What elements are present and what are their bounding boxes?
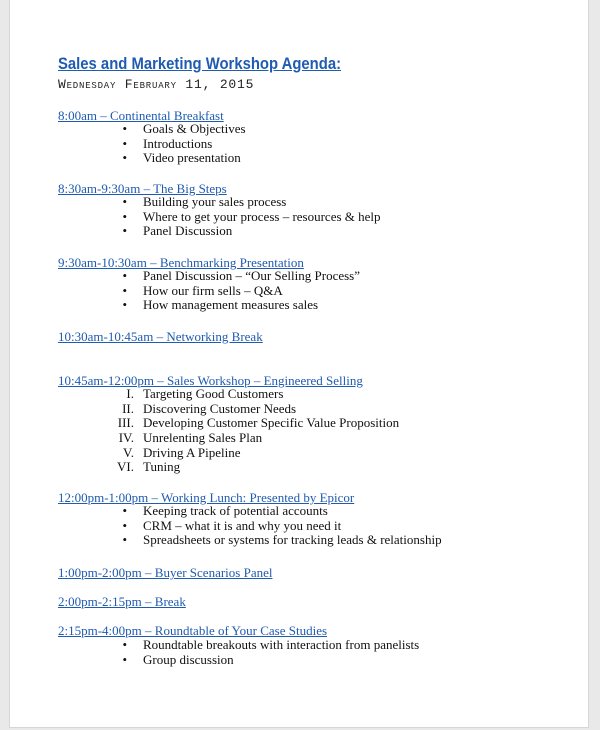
list-item-text: Video presentation [143, 150, 241, 166]
list-item-text: CRM – what it is and why you need it [143, 517, 342, 533]
bullet-marker: • [122, 194, 127, 209]
list-item-text: Where to get your process – resources & help [143, 208, 381, 224]
section-heading: 8:00am – Continental Breakfast [58, 108, 224, 123]
bullet-marker: • [122, 503, 127, 518]
bullet-marker: • [122, 532, 127, 548]
roman-numeral: II. [122, 400, 134, 416]
agenda-title: Sales and Marketing Workshop Agenda: [58, 55, 342, 73]
section-heading: 10:45am-12:00pm – Sales Workshop – Engineered Selling [58, 373, 363, 388]
bullet-marker: • [122, 121, 127, 136]
list-item-text: Targeting Good Customers [143, 386, 284, 401]
section-heading: 9:30am-10:30am – Benchmarking Presentation [58, 255, 304, 270]
section-heading: 8:30am-9:30am – The Big Steps [58, 181, 227, 196]
bullet-marker: • [122, 150, 127, 166]
section-heading: 10:30am-10:45am – Networking Break [58, 329, 263, 344]
list-item-text: Goals & Objectives [143, 121, 246, 136]
bullet-marker: • [122, 223, 127, 239]
bullet-marker: • [122, 282, 127, 298]
bullet-marker: • [122, 651, 127, 667]
list-item-text: Panel Discussion [143, 223, 233, 239]
agenda-date: Wednesday February 11, 2015 [58, 77, 255, 92]
list-item-text: Spreadsheets or systems for tracking leads & relationship [143, 532, 442, 548]
roman-numeral: V. [123, 444, 134, 460]
list-item-text: Tuning [143, 459, 181, 475]
list-item-text: Developing Customer Specific Value Proposition [143, 415, 400, 431]
list-item-text: How our firm sells – Q&A [143, 282, 283, 298]
bullet-marker: • [122, 208, 127, 224]
list-item-text: How management measures sales [143, 297, 319, 313]
bullet-marker: • [122, 637, 127, 652]
bullet-marker: • [122, 135, 127, 151]
roman-numeral: III. [117, 415, 134, 431]
list-item-text: Introductions [143, 135, 213, 151]
bullet-marker: • [122, 268, 127, 283]
roman-numeral: IV. [118, 430, 134, 446]
section-heading: 2:15pm-4:00pm – Roundtable of Your Case Studies [58, 623, 328, 638]
section-heading: 1:00pm-2:00pm – Buyer Scenarios Panel [58, 565, 273, 580]
roman-numeral: VI. [117, 459, 134, 475]
list-item-text: Discovering Customer Needs [143, 400, 297, 416]
list-item-text: Building your sales process [143, 194, 287, 209]
list-item-text: Keeping track of potential accounts [143, 503, 328, 518]
list-item-text: Driving A Pipeline [143, 444, 241, 460]
roman-numeral: I. [126, 386, 134, 401]
list-item-text: Roundtable breakouts with interaction from panelists [143, 637, 420, 652]
list-item-text: Group discussion [143, 651, 234, 667]
bullet-marker: • [122, 517, 127, 533]
section-heading: 2:00pm-2:15pm – Break [58, 594, 186, 609]
bullet-marker: • [122, 297, 127, 313]
document-page [9, 0, 589, 728]
section-heading: 12:00pm-1:00pm – Working Lunch: Presented by Epicor [58, 490, 355, 505]
list-item-text: Panel Discussion – “Our Selling Process” [143, 268, 361, 283]
list-item-text: Unrelenting Sales Plan [143, 430, 263, 446]
